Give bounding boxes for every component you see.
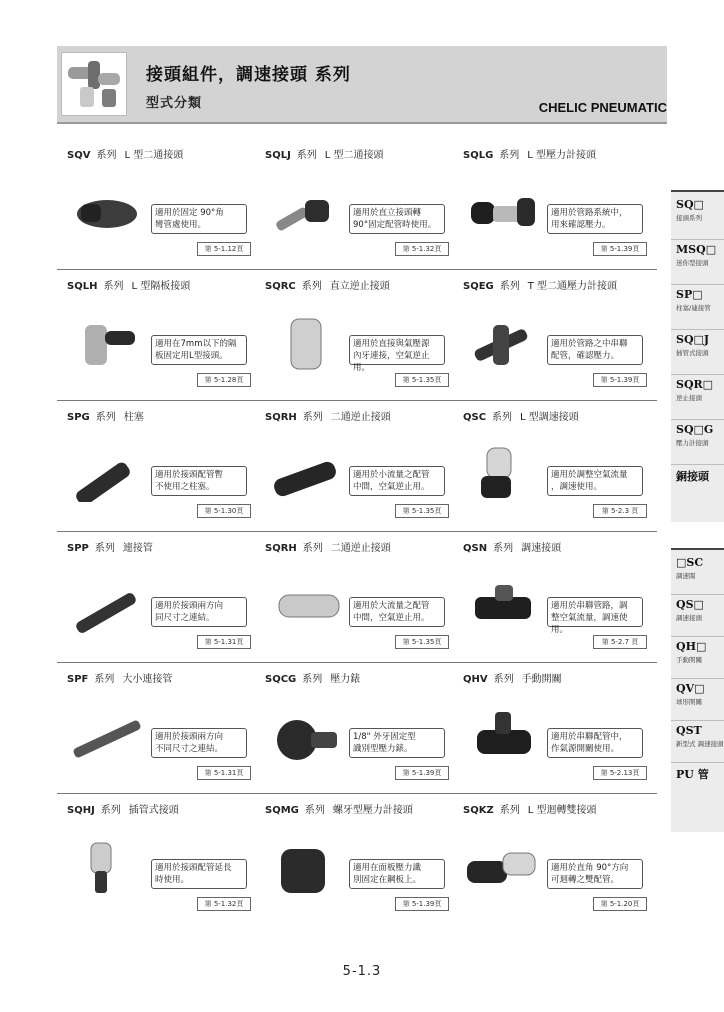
- description-line: 適用於大流量之配管: [353, 601, 430, 611]
- sidebar-separator: [671, 329, 724, 330]
- page-reference[interactable]: 第 5-1.39頁: [593, 373, 647, 387]
- sidebar-item-name: SQ□: [676, 198, 704, 211]
- description-line: 適用於直接與氣壓源: [353, 339, 430, 349]
- row-divider: [57, 531, 657, 532]
- sidebar-index-top: [671, 190, 724, 522]
- series-label: 系列: [96, 150, 117, 161]
- sidebar-item-name: SQ□G: [676, 423, 714, 436]
- product-code: SQHJ: [67, 805, 95, 816]
- description-line: 適用在7mm以下的隔: [155, 339, 237, 349]
- product-header: [67, 408, 144, 423]
- series-label: 系列: [304, 805, 325, 816]
- description-line: 中間，空氣逆止用。: [353, 613, 430, 623]
- row-divider: [57, 662, 657, 663]
- product-description: [547, 335, 643, 365]
- product-card: [453, 664, 651, 796]
- product-header: [463, 801, 596, 816]
- series-label: 系列: [302, 543, 323, 554]
- product-type: L 型調速接頭: [520, 412, 579, 423]
- product-description: [547, 204, 643, 234]
- product-description: [151, 859, 247, 889]
- product-description: [151, 204, 247, 234]
- product-card: [453, 795, 651, 927]
- series-label: 系列: [95, 412, 116, 423]
- series-label: 系列: [301, 281, 322, 292]
- page-subtitle: 型式分類: [146, 96, 203, 111]
- description-line: 識別型壓力錶。: [353, 744, 413, 754]
- product-description: [151, 597, 247, 627]
- description-line: 適用在面板壓力識: [353, 863, 422, 873]
- page-reference[interactable]: 第 5-1.35頁: [395, 373, 449, 387]
- product-header: [463, 277, 617, 292]
- series-label: 系列: [499, 150, 520, 161]
- description-line: 整空氣流量，調速使用。: [551, 613, 628, 635]
- sidebar-item-name: MSQ□: [676, 243, 717, 256]
- description-line: 板固定用L型接頭。: [155, 351, 228, 361]
- sidebar-item[interactable]: [671, 333, 724, 378]
- product-type: 手動開關: [521, 674, 562, 685]
- product-description: [547, 597, 643, 635]
- product-row: [57, 664, 657, 796]
- description-line: 中間，空氣逆止用。: [353, 482, 430, 492]
- page-reference[interactable]: 第 5-1.28頁: [197, 373, 251, 387]
- product-type: 直立逆止接頭: [329, 281, 390, 292]
- product-type: 二通逆止接頭: [330, 543, 391, 554]
- product-row: [57, 271, 657, 403]
- product-image: [463, 708, 543, 764]
- description-line: ，調速使用。: [551, 482, 603, 492]
- product-header: [463, 670, 562, 685]
- product-type: 柱塞: [123, 412, 144, 423]
- page-reference[interactable]: 第 5-1.30頁: [197, 504, 251, 518]
- series-label: 系列: [103, 281, 124, 292]
- description-line: 適用於小流量之配管: [353, 470, 430, 480]
- product-header: [463, 146, 596, 161]
- description-line: 適用於串聯管路，調: [551, 601, 628, 611]
- series-label: 系列: [100, 805, 121, 816]
- product-type: 插管式接頭: [128, 805, 179, 816]
- product-description: [547, 466, 643, 496]
- series-label: 系列: [302, 412, 323, 423]
- product-type: L 型迴轉雙接頭: [527, 805, 597, 816]
- product-description: [349, 728, 445, 758]
- page-reference[interactable]: 第 5-1.35頁: [395, 635, 449, 649]
- product-image: [67, 184, 147, 240]
- description-line: 不使用之柱塞。: [155, 482, 215, 492]
- series-label: 系列: [499, 281, 520, 292]
- product-description: [151, 466, 247, 496]
- description-line: 內牙連接，空氣逆止用。: [353, 351, 430, 373]
- page-reference[interactable]: 第 5-2.7 頁: [593, 635, 647, 649]
- sidebar-item-name: SP□: [676, 288, 703, 301]
- product-type: T 型二通壓力計接頭: [527, 281, 618, 292]
- sidebar-item[interactable]: [671, 556, 724, 598]
- product-code: SQRH: [265, 412, 297, 423]
- product-description: [349, 335, 445, 373]
- description-line: 適用於接頭配管延長: [155, 863, 232, 873]
- description-line: 不同尺寸之連結。: [155, 744, 224, 754]
- product-card: [57, 402, 255, 534]
- sidebar-item[interactable]: [671, 724, 724, 766]
- sidebar-item[interactable]: [671, 378, 724, 423]
- description-line: 適用於調整空氣流量: [551, 470, 628, 480]
- product-header: [463, 408, 579, 423]
- series-label: 系列: [499, 805, 520, 816]
- sidebar-separator: [671, 636, 724, 637]
- product-card: [255, 402, 453, 534]
- sidebar-item[interactable]: [671, 198, 724, 243]
- product-description: [547, 859, 643, 889]
- series-label: 系列: [493, 543, 514, 554]
- sidebar-item[interactable]: [671, 243, 724, 288]
- product-image: [463, 839, 543, 895]
- series-label: 系列: [492, 412, 513, 423]
- sidebar-separator: [671, 464, 724, 465]
- product-header: [67, 670, 172, 685]
- product-description: [151, 335, 247, 365]
- product-code: SQLH: [67, 281, 98, 292]
- page-reference[interactable]: 第 5-2.13頁: [593, 766, 647, 780]
- series-label: 系列: [94, 543, 115, 554]
- product-code: SQRC: [265, 281, 296, 292]
- sidebar-separator: [671, 678, 724, 679]
- product-type: L 型壓力計接頭: [527, 150, 597, 161]
- page-number: 5-1.3: [342, 964, 382, 979]
- product-type: 大小連接管: [122, 674, 173, 685]
- sidebar-item[interactable]: [671, 468, 724, 513]
- product-row: [57, 402, 657, 534]
- page-title: 接頭組件，調速接頭 系列: [146, 65, 351, 85]
- sidebar-separator: [671, 374, 724, 375]
- brand-name: CHELIC PNEUMATIC: [538, 100, 667, 115]
- product-image: [463, 184, 543, 240]
- row-divider: [57, 793, 657, 794]
- description-line: 彎管處使用。: [155, 220, 207, 230]
- product-image: [265, 446, 345, 502]
- product-header: [265, 539, 391, 554]
- description-line: 適用於串聯配管中，: [551, 732, 628, 742]
- product-header: [67, 146, 183, 161]
- description-line: 可迴轉之雙配管。: [551, 875, 620, 885]
- product-header: [67, 277, 190, 292]
- product-header: [463, 539, 561, 554]
- sidebar-item-sub: 新型式 調速接頭: [676, 740, 724, 748]
- sidebar-item[interactable]: [671, 423, 724, 468]
- product-code: SQV: [67, 150, 91, 161]
- product-type: 壓力錶: [330, 674, 361, 685]
- product-code: SPF: [67, 674, 89, 685]
- product-image: [67, 577, 147, 633]
- page-reference[interactable]: 第 5-1.20頁: [593, 897, 647, 911]
- description-line: 90°固定配管時使用。: [353, 220, 437, 230]
- page-reference[interactable]: 第 5-1.12頁: [197, 242, 251, 256]
- sidebar-item-name: QV□: [676, 682, 705, 695]
- description-line: 適用於直角 90°方向: [551, 863, 629, 873]
- description-line: 作氣源開關使用。: [551, 744, 620, 754]
- description-line: 適用於管路系統中，: [551, 208, 628, 218]
- row-divider: [57, 269, 657, 270]
- product-card: [255, 140, 453, 272]
- page-reference[interactable]: 第 5-2.3 頁: [593, 504, 647, 518]
- product-description: [349, 859, 445, 889]
- page-reference[interactable]: 第 5-1.39頁: [395, 766, 449, 780]
- description-line: 適用於接頭兩方向: [155, 601, 224, 611]
- product-code: QSC: [463, 412, 487, 423]
- product-image: [265, 184, 345, 240]
- product-header: [265, 408, 391, 423]
- product-header: [67, 801, 179, 816]
- series-label: 系列: [296, 150, 317, 161]
- product-card: [57, 795, 255, 927]
- product-logo-image: [61, 52, 127, 116]
- product-code: SPG: [67, 412, 90, 423]
- page-reference[interactable]: 第 5-1.31頁: [197, 635, 251, 649]
- sidebar-item[interactable]: [671, 766, 724, 808]
- product-image: [67, 708, 147, 764]
- sidebar-separator: [671, 239, 724, 240]
- product-image: [463, 315, 543, 371]
- product-header: [265, 146, 384, 161]
- product-header: [67, 539, 153, 554]
- product-image: [463, 446, 543, 502]
- sidebar-item-sub: 調速閥: [676, 572, 696, 580]
- page-header: [57, 46, 667, 124]
- product-row: [57, 533, 657, 665]
- description-line: 適用於接頭配管暫: [155, 470, 224, 480]
- series-label: 系列: [302, 674, 323, 685]
- sidebar-item-sub: 迷你型接頭: [676, 259, 709, 267]
- sidebar-item-name: QS□: [676, 598, 704, 611]
- product-code: SQCG: [265, 674, 297, 685]
- product-description: [349, 466, 445, 496]
- page-reference[interactable]: 第 5-1.32頁: [395, 242, 449, 256]
- sidebar-separator: [671, 594, 724, 595]
- product-image: [265, 577, 345, 633]
- product-type: 調速接頭: [521, 543, 562, 554]
- product-type: 連接管: [122, 543, 153, 554]
- description-line: 適用於管路之中串聯: [551, 339, 628, 349]
- page-reference[interactable]: 第 5-1.32頁: [197, 897, 251, 911]
- sidebar-item[interactable]: [671, 640, 724, 682]
- product-image: [265, 315, 345, 371]
- product-card: [57, 533, 255, 665]
- sidebar-index-bottom: [671, 548, 724, 832]
- page-reference[interactable]: 第 5-1.31頁: [197, 766, 251, 780]
- product-image: [265, 839, 345, 895]
- sidebar-item-sub: 柱塞/連接管: [676, 304, 711, 312]
- row-divider: [57, 400, 657, 401]
- product-card: [453, 271, 651, 403]
- sidebar-item-name: QH□: [676, 640, 707, 653]
- product-card: [57, 664, 255, 796]
- sidebar-item-name: □SC: [676, 556, 704, 569]
- product-card: [57, 271, 255, 403]
- description-line: 同尺寸之連結。: [155, 613, 215, 623]
- product-card: [453, 140, 651, 272]
- sidebar-item-name: QST: [676, 724, 702, 737]
- product-type: L 型二通接頭: [124, 150, 184, 161]
- product-description: [547, 728, 643, 758]
- product-image: [463, 577, 543, 633]
- product-image: [67, 446, 147, 502]
- product-description: [349, 597, 445, 627]
- product-header: [265, 670, 360, 685]
- product-type: 二通逆止接頭: [330, 412, 391, 423]
- product-image: [265, 708, 345, 764]
- product-card: [453, 402, 651, 534]
- sidebar-item-sub: 插管式接頭: [676, 349, 709, 357]
- product-code: QSN: [463, 543, 488, 554]
- sidebar-item-sub: 調速接頭: [676, 614, 702, 622]
- series-label: 系列: [94, 674, 115, 685]
- sidebar-item[interactable]: [671, 598, 724, 640]
- product-header: [265, 277, 390, 292]
- description-line: 用來確認壓力。: [551, 220, 611, 230]
- description-line: 別固定在鋼板上。: [353, 875, 422, 885]
- product-type: 螺牙型壓力計接頭: [332, 805, 413, 816]
- product-row: [57, 795, 657, 927]
- description-line: 適用於接頭兩方向: [155, 732, 224, 742]
- sidebar-item-sub: 壓力計接頭: [676, 439, 709, 447]
- product-card: [57, 140, 255, 272]
- page-reference[interactable]: 第 5-1.39頁: [395, 897, 449, 911]
- product-card: [255, 533, 453, 665]
- sidebar-separator: [671, 419, 724, 420]
- product-card: [255, 271, 453, 403]
- description-line: 適用於固定 90°角: [155, 208, 224, 218]
- sidebar-separator: [671, 720, 724, 721]
- page-reference[interactable]: 第 5-1.39頁: [593, 242, 647, 256]
- product-code: SQLJ: [265, 150, 291, 161]
- sidebar-item-name: SQR□: [676, 378, 714, 391]
- product-card: [255, 664, 453, 796]
- product-description: [349, 204, 445, 234]
- series-label: 系列: [493, 674, 514, 685]
- product-type: L 型二通接頭: [324, 150, 384, 161]
- sidebar-item-name: SQ□J: [676, 333, 710, 346]
- product-card: [255, 795, 453, 927]
- sidebar-item-name: PU 管: [676, 768, 709, 781]
- description-line: 適用於直立接頭轉: [353, 208, 422, 218]
- sidebar-item-sub: 球形開關: [676, 698, 702, 706]
- description-line: 配管，確認壓力。: [551, 351, 620, 361]
- page-reference[interactable]: 第 5-1.35頁: [395, 504, 449, 518]
- sidebar-separator: [671, 762, 724, 763]
- product-type: L 型隔板接頭: [131, 281, 191, 292]
- product-description: [151, 728, 247, 758]
- sidebar-separator: [671, 284, 724, 285]
- product-code: SQKZ: [463, 805, 494, 816]
- description-line: 1/8" 外牙固定型: [353, 732, 416, 742]
- product-code: SQLG: [463, 150, 494, 161]
- sidebar-item-sub: 逆止接頭: [676, 394, 702, 402]
- sidebar-item-sub: 手動開關: [676, 656, 702, 664]
- sidebar-item[interactable]: [671, 288, 724, 333]
- product-code: SPP: [67, 543, 89, 554]
- product-code: SQEG: [463, 281, 494, 292]
- product-header: [265, 801, 413, 816]
- sidebar-item-name: 銅接頭: [676, 470, 709, 483]
- sidebar-item[interactable]: [671, 682, 724, 724]
- product-image: [67, 315, 147, 371]
- product-image: [67, 839, 147, 895]
- description-line: 時使用。: [155, 875, 190, 885]
- sidebar-item-sub: 接頭系列: [676, 214, 702, 222]
- product-code: SQRH: [265, 543, 297, 554]
- product-code: QHV: [463, 674, 488, 685]
- product-code: SQMG: [265, 805, 299, 816]
- product-row: [57, 140, 657, 272]
- product-card: [453, 533, 651, 665]
